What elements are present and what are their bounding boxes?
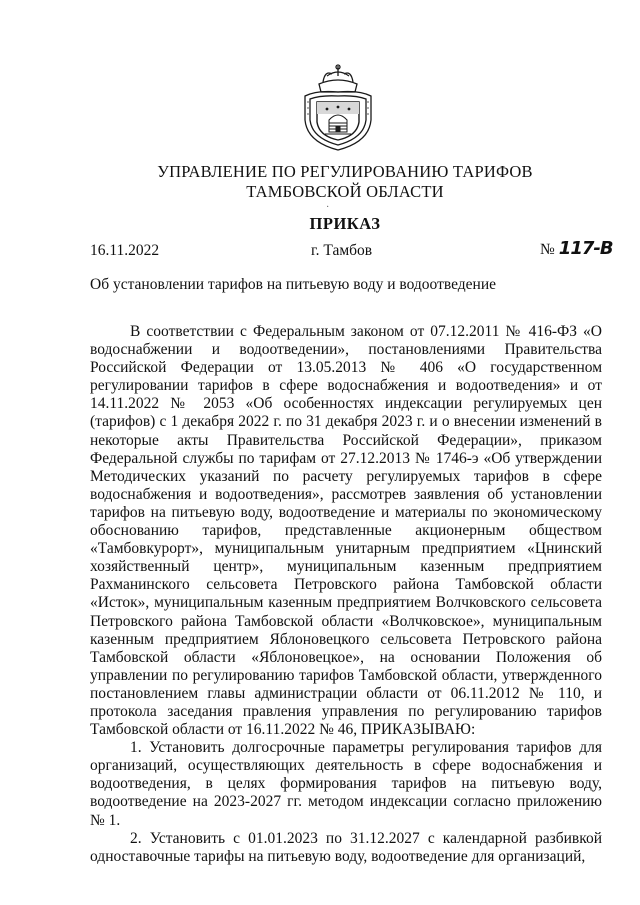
- scan-dot: ·: [326, 202, 330, 213]
- tambov-coat-of-arms-icon: [297, 62, 379, 152]
- org-name-line2: ТАМБОВСКОЙ ОБЛАСТИ: [246, 182, 444, 201]
- document-city: г. Тамбов: [311, 242, 373, 259]
- document-number: [540, 238, 613, 259]
- document-type: ПРИКАЗ: [309, 214, 381, 233]
- document-subject: Об установлении тарифов на питьевую воду и водоотведение: [90, 276, 496, 293]
- item-2-paragraph: 2. Установить с 01.01.2023 по 31.12.2027 с календарной разбивкой одноставочные тарифы на питьевую воду, водоотведение для организаций,: [90, 829, 602, 865]
- org-name-line1: УПРАВЛЕНИЕ ПО РЕГУЛИРОВАНИЮ ТАРИФОВ: [157, 162, 533, 181]
- number-handwritten: 117-В: [558, 238, 613, 259]
- preamble-paragraph: В соответствии с Федеральным законом от 07.12.2011 № 416-ФЗ «О водоснабжении и водоотведении», постановлениями Правительства Российской Федерации от 13.05.2013 № 406 «О государственном регулировании тарифов в сфере водоснабжения и водоотведения» и от 14.11.2022 № 2053 «Об особенностях индексации регулируемых цен (тарифов) с 1 декабря 2022 г. по 31 декабря 2023 г. и о внесении изменений в некоторые акты Правительства Российской Федерации», приказом Федеральной службы по тарифам от 27.12.2013 № 1746-э «Об утверждении Методических указаний по расчету регулируемых тарифов в сфере водоснабжения и водоотведения», рассмотрев заявления об установлении тарифов на питьевую воду, водоотведение и материалы по экономическому обоснованию тарифов, представленные акционерным обществом «Тамбовкурорт», муниципальным унитарным предприятием «Цнинский хозяйственный центр», муниципальным казенным предприятием Рахманинского сельсовета Петровского района Тамбовской области «Исток», муниципальным казенным предприятием Волчковского сельсовета Петровского района Тамбовской области «Волчковское», муниципальным казенным предприятием Яблоновецкого сельсовета Петровского района Тамбовской области «Яблоновецкое», на основании Положения об управлении по регулированию тарифов Тамбовской области, утвержденного постановлением главы администрации области от 06.11.2012 № 110, и протокола заседания правления управления по регулированию тарифов Тамбовской области от 16.11.2022 № 46, ПРИКАЗЫВАЮ:: [90, 323, 602, 739]
- document-date: 16.11.2022: [90, 242, 160, 259]
- number-prefix: №: [540, 241, 555, 258]
- item-1-paragraph: 1. Установить долгосрочные параметры регулирования тарифов для организаций, осуществляющих деятельность в сфере водоснабжения и водоотведения, в целях формирования тарифов на питьевую воду, водоотведение на 2023-2027 гг. методом индексации согласно приложению № 1.: [90, 739, 602, 829]
- document-body: [90, 323, 602, 866]
